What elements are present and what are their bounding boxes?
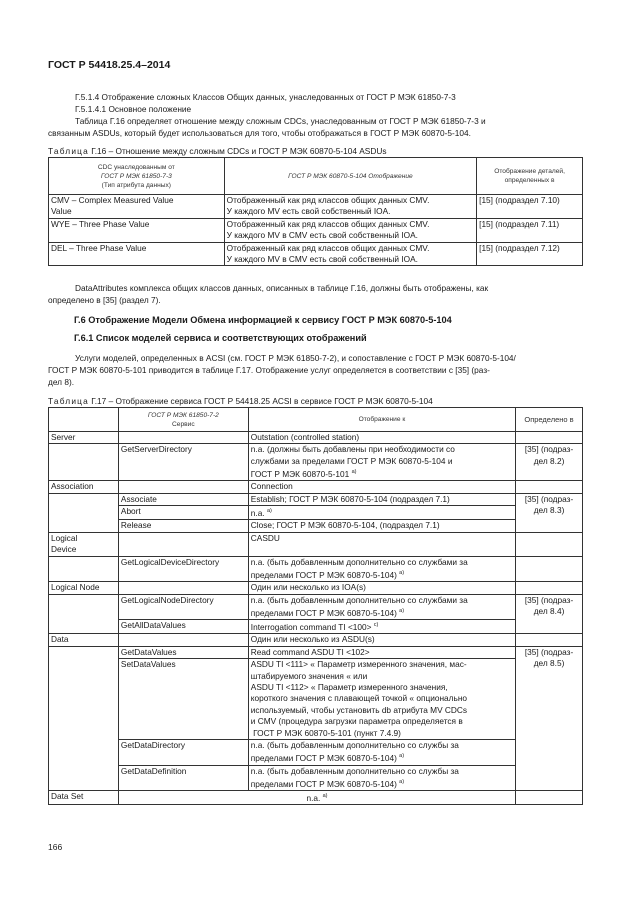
table-cell: Abort	[118, 506, 248, 520]
table-cell: Close; ГОСТ Р МЭК 60870-5-104, (подраздел 7.1)	[248, 520, 515, 532]
table-cell	[516, 791, 583, 805]
table-cell: Association	[49, 481, 119, 493]
table-row	[49, 218, 583, 242]
table-cell: ASDU TI <111> « Параметр измеренного значения, мас- штабируемого значения « или ASDU TI <112> « Параметр измеренного значения, короткого значения с плавающей точкой « опционально используемый, чтобы установить db атрибута MV CDCs и CMV (процедура загрузки параметра определяется в ГОСТ Р МЭК 60870-5-101 (пункт 7.4.9)	[248, 659, 515, 740]
table-cell	[516, 582, 583, 594]
table-header-cell: CDC унаследованным от ГОСТ Р МЭК 61850-7-3 (Тип атрибута данных)	[49, 158, 225, 195]
table-cell: Data	[49, 634, 119, 646]
table-cell: GetLogicalDeviceDirectory	[118, 556, 248, 582]
table-cell	[118, 481, 248, 493]
table-g17-caption: Таблица Г.17 – Отображение сервиса ГОСТ Р 54418.25 ACSI в сервисе ГОСТ Р МЭК 60870-5-104	[48, 396, 433, 406]
paragraph-line: определено в [35] (раздел 7).	[48, 295, 161, 305]
table-row	[49, 594, 583, 620]
paragraph-line: Таблица Г.16 определяет отношение между сложным CDCs, унаследованным от ГОСТ Р МЭК 61850-7-3 и	[75, 116, 486, 126]
table-row	[49, 444, 583, 481]
table-header-cell	[49, 408, 119, 432]
table-row	[49, 520, 583, 532]
table-row	[49, 634, 583, 646]
table-cell: Logical Device	[49, 532, 119, 556]
table-row	[49, 532, 583, 556]
table-header-cell: Определено в	[516, 408, 583, 432]
table-cell: [35] (подраз- дел 8.2)	[516, 444, 583, 481]
table-header-cell: ГОСТ Р МЭК 60870-5-104 Отображение	[224, 158, 476, 195]
table-row	[49, 582, 583, 594]
paragraph-line: дел 8).	[48, 377, 75, 387]
table-row	[49, 739, 583, 765]
table-cell: GetServerDirectory	[118, 444, 248, 481]
table-cell	[49, 556, 119, 582]
table-cell	[118, 582, 248, 594]
table-cell: SetDataValues	[118, 659, 248, 740]
table-cell: n.a. (должны быть добавлены при необходимости со службами за пределами ГОСТ Р МЭК 60870-5-104 и ГОСТ Р МЭК 60870-5-101 $^{a)}$	[248, 444, 515, 481]
page-header: ГОСТ Р 54418.25.4–2014	[48, 59, 171, 71]
table-cell: Read command ASDU TI <102>	[248, 646, 515, 658]
table-cell: GetDataValues	[118, 646, 248, 658]
section-heading-g5141: Г.5.1.4.1 Основное положение	[75, 104, 192, 114]
table-cell: Один или несколько из IOA(s)	[248, 582, 515, 594]
section-heading-g514: Г.5.1.4 Отображение сложных Классов Общих данных, унаследованных от ГОСТ Р МЭК 61850-7-3	[75, 92, 456, 102]
table-cell	[516, 532, 583, 556]
table-cell: WYE – Three Phase Value	[49, 218, 225, 242]
table-g17	[48, 407, 583, 805]
table-row	[49, 556, 583, 582]
table-cell: n.a. $^{a)}$	[118, 791, 515, 805]
table-cell: Logical Node	[49, 582, 119, 594]
table-cell: CASDU	[248, 532, 515, 556]
table-cell: Отображенный как ряд классов общих данных CMV. У каждого MV есть свой собственный IOA.	[224, 195, 476, 219]
table-cell: [35] (подраз- дел 8.5)	[516, 646, 583, 790]
table-cell: n.a. (быть добавленным дополнительно со службы за пределами ГОСТ Р МЭК 60870-5-104) $^{a)}$	[248, 765, 515, 791]
table-cell: GetAllDataValues	[118, 620, 248, 634]
paragraph-line: Услуги моделей, определенных в ACSI (см. ГОСТ Р МЭК 61850-7-2), и сопоставление с ГОСТ Р МЭК 60870-5-104/	[75, 353, 516, 363]
table-header-cell: ГОСТ Р МЭК 61850-7-2 Сервис	[118, 408, 248, 432]
table-cell: Data Set	[49, 791, 119, 805]
table-cell: n.a. $^{a)}$	[248, 506, 515, 520]
paragraph-line: ГОСТ Р МЭК 60870-5-101 приводится в таблице Г.17. Отображение услуг определяется в соответствии с [35] (раз-	[48, 365, 490, 375]
table-cell: CMV – Complex Measured Value Value	[49, 195, 225, 219]
table-header-row	[49, 408, 583, 432]
table-cell: Один или несколько из ASDU(s)	[248, 634, 515, 646]
table-header-cell: Отображение деталей, определенных в	[477, 158, 583, 195]
table-cell: Associate	[118, 493, 248, 505]
table-row	[49, 506, 583, 520]
table-cell	[49, 646, 119, 790]
table-cell: [15] (подраздел 7.12)	[477, 242, 583, 266]
table-row	[49, 659, 583, 740]
table-g16-caption: Таблица Г.16 – Отношение между сложным CDCs и ГОСТ Р МЭК 60870-5-104 ASDUs	[48, 146, 387, 156]
table-cell: n.a. (быть добавленным дополнительно со службами за пределами ГОСТ Р МЭК 60870-5-104) $^{a)}$	[248, 594, 515, 620]
table-cell: n.a. (быть добавленным дополнительно со службы за пределами ГОСТ Р МЭК 60870-5-104) $^{a)}$	[248, 739, 515, 765]
table-row	[49, 493, 583, 505]
table-cell	[118, 634, 248, 646]
table-cell: Interrogation command TI <100> $^{c)}$	[248, 620, 515, 634]
table-cell	[118, 532, 248, 556]
table-cell: GetDataDefinition	[118, 765, 248, 791]
table-cell: Outstation (controlled station)	[248, 432, 515, 444]
table-row	[49, 481, 583, 493]
table-row	[49, 765, 583, 791]
table-cell	[49, 444, 119, 481]
table-cell	[49, 493, 119, 532]
table-row	[49, 195, 583, 219]
table-cell	[516, 634, 583, 646]
table-cell: Отображенный как ряд классов общих данных CMV. У каждого MV в CMV есть свой собственный IOA.	[224, 218, 476, 242]
table-cell: DEL – Three Phase Value	[49, 242, 225, 266]
table-cell: Connection	[248, 481, 515, 493]
table-cell	[516, 481, 583, 493]
section-heading-g6: Г.6 Отображение Модели Обмена информацией к сервису ГОСТ Р МЭК 60870-5-104	[74, 315, 452, 325]
table-cell: Server	[49, 432, 119, 444]
table-cell: [35] (подраз- дел 8.4)	[516, 594, 583, 634]
table-cell: [15] (подраздел 7.10)	[477, 195, 583, 219]
page-number: 166	[48, 842, 63, 852]
table-row	[49, 791, 583, 805]
table-cell: Release	[118, 520, 248, 532]
table-cell: [35] (подраз- дел 8.3)	[516, 493, 583, 532]
paragraph-line: связанным ASDUs, который будет использоваться для того, чтобы отображаться в ГОСТ Р МЭК 60870-5-104.	[48, 128, 471, 138]
table-cell: Отображенный как ряд классов общих данных CMV. У каждого MV в CMV есть свой собственный IOA.	[224, 242, 476, 266]
table-cell: n.a. (быть добавленным дополнительно со службами за пределами ГОСТ Р МЭК 60870-5-104) $^{a)}$	[248, 556, 515, 582]
table-cell: GetLogicalNodeDirectory	[118, 594, 248, 620]
table-row	[49, 646, 583, 658]
table-cell: Establish; ГОСТ Р МЭК 60870-5-104 (подраздел 7.1)	[248, 493, 515, 505]
table-header-row	[49, 158, 583, 195]
table-row	[49, 242, 583, 266]
table-header-cell: Отображение к	[248, 408, 515, 432]
table-cell	[516, 556, 583, 582]
paragraph-line: DataAttributes комплекса общих классов данных, описанных в таблице Г.16, должны быть отображены, как	[75, 283, 489, 293]
table-cell: [15] (подраздел 7.11)	[477, 218, 583, 242]
table-cell	[118, 432, 248, 444]
table-g16	[48, 157, 583, 266]
table-cell	[516, 432, 583, 444]
table-row	[49, 620, 583, 634]
table-cell: GetDataDirectory	[118, 739, 248, 765]
table-cell	[49, 594, 119, 634]
table-row	[49, 432, 583, 444]
section-heading-g61: Г.6.1 Список моделей сервиса и соответствующих отображений	[74, 333, 367, 343]
